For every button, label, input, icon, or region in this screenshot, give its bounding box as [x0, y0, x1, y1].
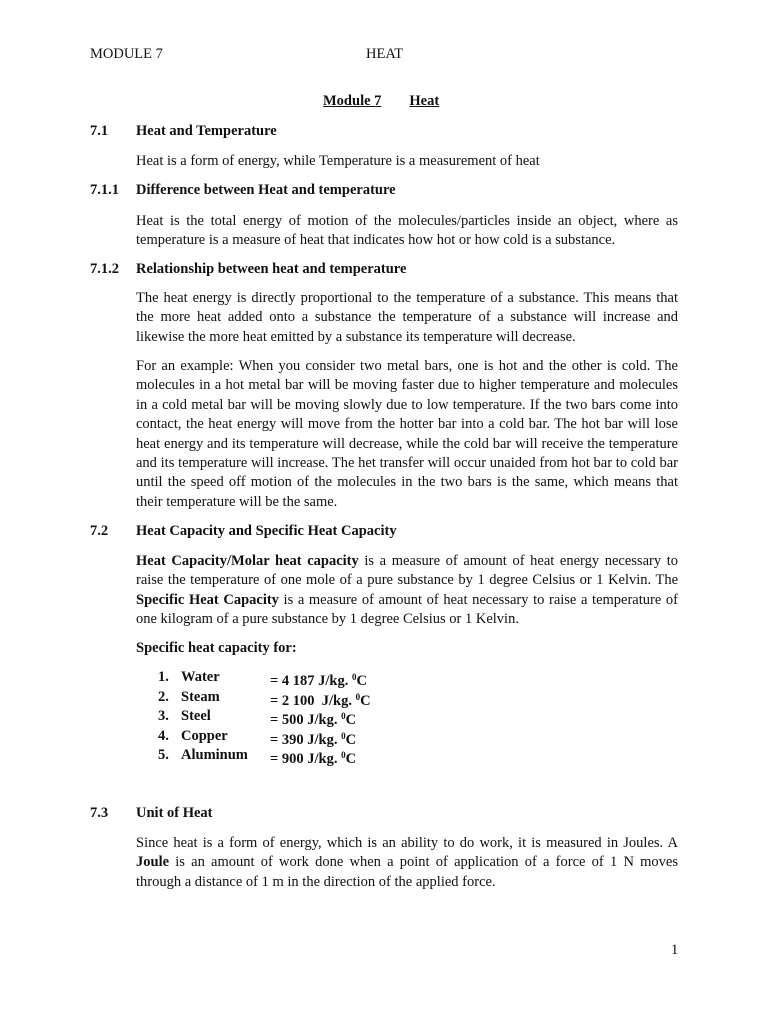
section-number-7-1: 7.1	[90, 123, 109, 139]
section-title-7-1: Heat and Temperature	[136, 123, 277, 139]
title-module: Module 7	[323, 93, 382, 109]
page-number: 1	[671, 942, 679, 958]
list-item-value: = 500 J/kg. $^0$C	[270, 711, 357, 729]
term-joule: Joule	[136, 854, 170, 871]
paragraph-7-2-text-1: is a measure of amount of heat energy necessary to raise the temperature of one mole of a pure substance by 1 degree Celsius or 1 Kelvin. The	[136, 553, 678, 589]
paragraph-7-2-text-2: is a measure of amount of heat necessary to raise a temperature of one kilogram of a pure substance by 1 degree Celsius or 1 Kelvin.	[136, 591, 678, 628]
section-title-7-2: Heat Capacity and Specific Heat Capacity	[136, 523, 397, 539]
paragraph-7-1-2-b: For an example: When you consider two metal bars, one is hot and the other is cold. The molecules in a hot metal bar will be moving faster due to higher temperature and molecules in a cold metal bar will be moving slowly due to low temperature. If the two bars come into contact, the heat energy will move from the hotter bar into a cold bar. The hot bar will lose heat energy and its temperature will decrease, while the cold bar will receive the temperature and its temperature will increase. The het transfer will occur unaided from hot bar to cold bar until the speed off motion of the molecules in the two bars is the same, which means that their temperature will be the same.	[136, 358, 678, 510]
paragraph-7-2	[136, 552, 678, 630]
list-item-number: 3.	[158, 708, 169, 725]
title-topic: Heat	[409, 93, 440, 109]
section-title-7-3: Unit of Heat	[136, 805, 213, 821]
section-number-7-1-2: 7.1.2	[90, 261, 119, 277]
list-item-name: Steam	[181, 688, 220, 705]
section-number-7-1-1: 7.1.1	[90, 182, 119, 198]
term-heat-capacity: Heat Capacity/Molar heat capacity	[136, 553, 359, 569]
running-header-center: HEAT	[366, 46, 404, 62]
list-item-value: = 900 J/kg. $^0$C	[270, 750, 357, 768]
term-specific-heat-capacity: Specific Heat Capacity	[136, 591, 279, 608]
paragraph-7-1: Heat is a form of energy, while Temperature is a measurement of heat	[136, 153, 540, 169]
running-header-left: MODULE 7	[90, 46, 163, 62]
document-title	[323, 93, 439, 110]
list-item-name: Water	[181, 669, 220, 685]
paragraph-7-1-2-a: The heat energy is directly proportional to the temperature of a substance. This means that the more heat added onto a substance the temperature of a substance will increase and likewise the more heat emitted by a substance its temperature will decrease.	[136, 290, 678, 345]
list-item-number: 5.	[158, 747, 169, 764]
list-item-name: Aluminum	[181, 747, 248, 764]
section-number-7-2: 7.2	[90, 523, 109, 539]
list-item-number: 4.	[158, 727, 169, 744]
list-item-value: = 4 187 J/kg. $^0$C	[270, 672, 367, 689]
list-item-name: Copper	[181, 727, 228, 744]
list-item-name: Steel	[181, 708, 211, 725]
section-title-7-1-1: Difference between Heat and temperature	[136, 182, 396, 198]
section-title-7-1-2: Relationship between heat and temperature	[136, 261, 407, 277]
paragraph-7-1-1: Heat is the total energy of motion of the molecules/particles inside an object, where as temperature is a measure of heat that indicates how hot or how cold is a substance.	[136, 213, 678, 249]
paragraph-7-3-text-2: is an amount of work done when a point of application of a force of 1 N moves through a distance of 1 m in the direction of the applied force.	[136, 854, 678, 890]
list-item-number: 1.	[158, 669, 169, 685]
list-item-number: 2.	[158, 688, 169, 705]
list-item-value: = 2 100 J/kg. $^0$C	[270, 691, 371, 709]
section-number-7-3: 7.3	[90, 805, 109, 821]
list-item-value: = 390 J/kg. $^0$C	[270, 730, 357, 748]
paragraph-7-3-text-1: Since heat is a form of energy, which is an ability to do work, it is measured in Joules. A	[136, 835, 678, 851]
specific-heat-heading: Specific heat capacity for:	[136, 640, 297, 656]
paragraph-7-3	[136, 834, 678, 892]
